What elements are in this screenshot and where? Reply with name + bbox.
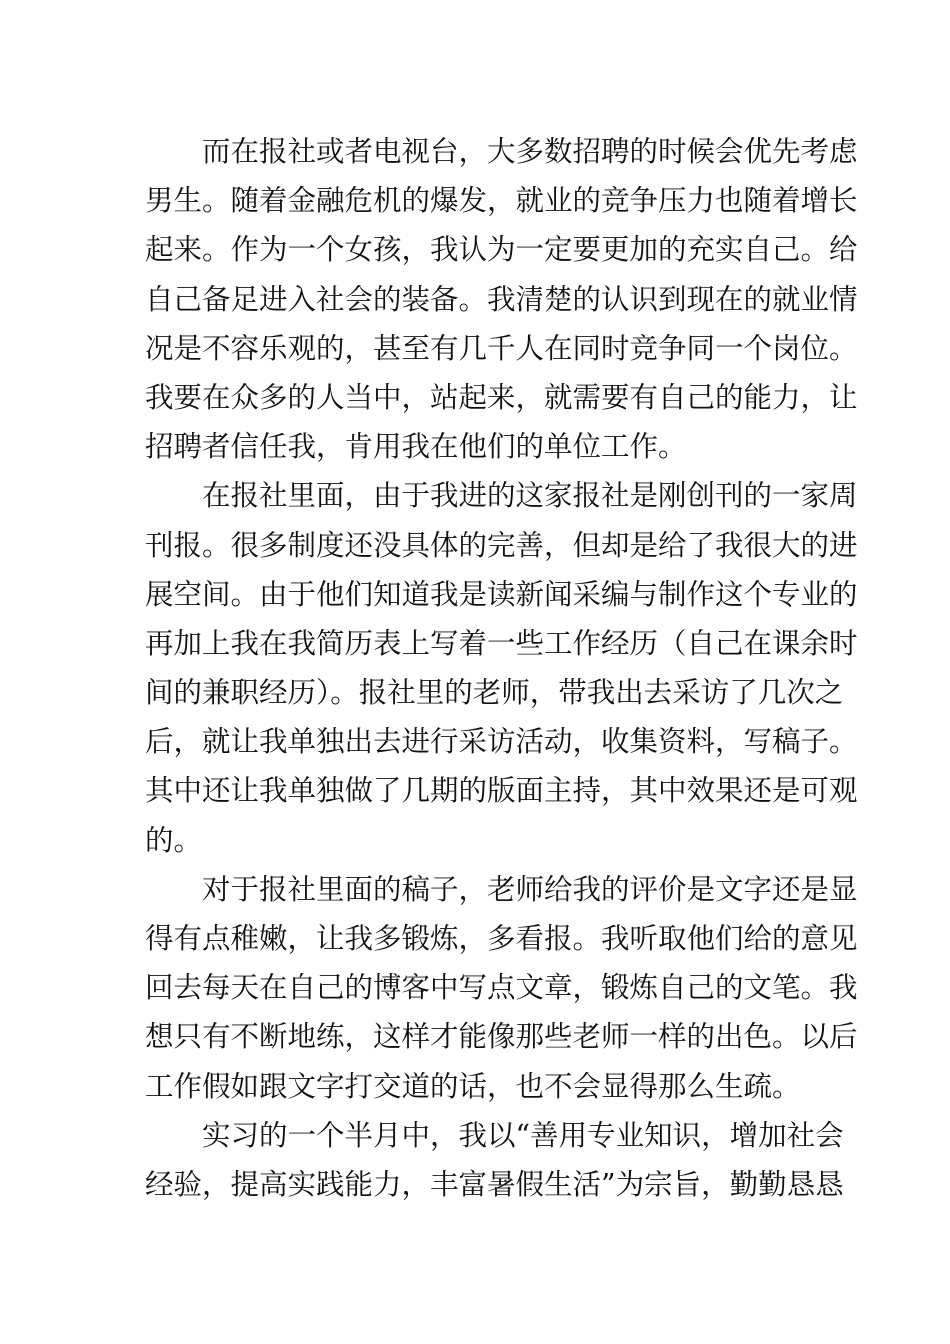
text-line: 展空间。由于他们知道我是读新闻采编与制作这个专业的: [145, 577, 858, 611]
text-line: 得有点稚嫩，让我多锻炼，多看报。我听取他们给的意见: [145, 922, 858, 955]
paragraph: [145, 471, 858, 865]
paragraph: [145, 127, 858, 471]
text-line: 男生。随着金融危机的爆发，就业的竞争压力也随着增长: [145, 184, 858, 218]
text-line: 况是不容乐观的，甚至有几千人在同时竞争同一个岗位。: [145, 331, 858, 365]
text-line: 而在报社或者电视台，大多数招聘的时候会优先考虑: [202, 135, 858, 168]
text-line: 其中还让我单独做了几期的版面主持，其中效果还是可观: [145, 774, 858, 808]
text-line: 间的兼职经历）。报社里的老师，带我出去采访了几次之: [145, 676, 844, 710]
text-line: 起来。作为一个女孩，我认为一定要更加的充实自己。给: [145, 233, 858, 267]
text-line: 对于报社里面的稿子，老师给我的评价是文字还是显: [202, 872, 858, 906]
text-line: 想只有不断地练，这样才能像那些老师一样的出色。以后: [145, 1020, 858, 1054]
text-line: 的。: [145, 823, 203, 857]
text-line: 在报社里面，由于我进的这家报社是刚创刊的一家周: [202, 479, 858, 513]
text-line: 工作假如跟文字打交道的话，也不会显得那么生疏。: [145, 1069, 801, 1103]
text-line: 自己备足进入社会的装备。我清楚的认识到现在的就业情: [145, 282, 858, 316]
text-line: 招聘者信任我，肯用我在他们的单位工作。: [145, 430, 687, 464]
text-line: 经验，提高实践能力，丰富暑假生活”为宗旨，勤勤恳恳: [145, 1167, 844, 1201]
text-line: 刊报。很多制度还没具体的完善，但却是给了我很大的进: [145, 528, 858, 562]
paragraph: [145, 1111, 844, 1209]
paragraph: [145, 865, 858, 1111]
text-line: 回去每天在自己的博客中写点文章，锻炼自己的文笔。我: [145, 971, 858, 1005]
text-line: 实习的一个半月中，我以“善用专业知识，增加社会: [202, 1118, 844, 1152]
text-line: 再加上我在我简历表上写着一些工作经历（自己在课余时: [145, 626, 858, 660]
text-line: 我要在众多的人当中，站起来，就需要有自己的能力，让: [145, 380, 858, 414]
body-text: [145, 127, 858, 1209]
text-line: 后，就让我单独出去进行采访活动，收集资料，写稿子。: [145, 725, 858, 759]
